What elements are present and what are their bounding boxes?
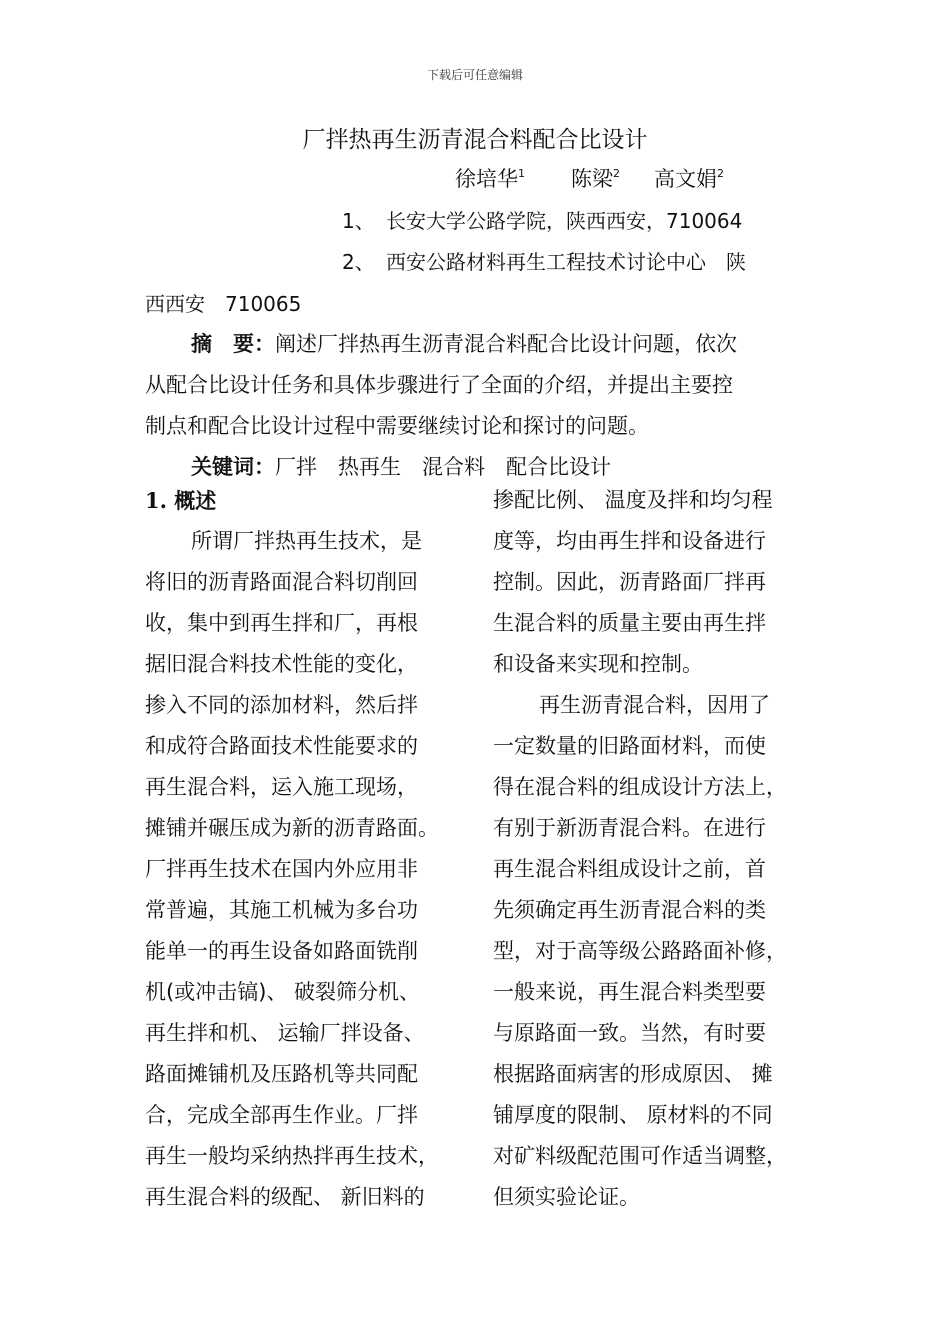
- paragraph-line: 生混合料的质量主要由再生拌: [493, 611, 766, 635]
- affiliation-text: 西安公路材料再生工程技术讨论中心 陕: [386, 250, 746, 274]
- paragraph-line: 所谓厂拌热再生技术，是: [191, 529, 422, 553]
- abstract-line-3: 制点和配合比设计过程中需要继续讨论和探讨的问题。: [145, 414, 649, 438]
- paragraph-line: 再生拌和机、 运输厂拌设备、: [145, 1021, 425, 1045]
- document-title: 厂拌热再生沥青混合料配合比设计: [302, 127, 648, 153]
- paragraph-line: 铺厚度的限制、 原材料的不同: [493, 1103, 773, 1127]
- left-column: [145, 480, 475, 1218]
- section-heading: 1. 概述: [145, 488, 217, 513]
- paragraph-line: 再生混合料组成设计之前，首: [493, 857, 766, 881]
- paragraph-line: 度等，均由再生拌和设备进行: [493, 529, 766, 553]
- keywords: [191, 451, 611, 481]
- abstract-label: 摘 要：: [191, 332, 275, 356]
- author-affiliation-mark: 2: [613, 167, 620, 180]
- paragraph-line: 有别于新沥青混合料。在进行: [493, 816, 766, 840]
- keywords-label: 关键词：: [191, 455, 275, 479]
- affiliation-number: 1、: [342, 209, 375, 233]
- paragraph-line: 再生一般均采纳热拌再生技术，: [145, 1144, 439, 1168]
- paragraph-line: 一定数量的旧路面材料，而使: [493, 734, 766, 758]
- paragraph-line: 掺入不同的添加材料，然后拌: [145, 693, 418, 717]
- paragraph-line: 能单一的再生设备如路面铣削: [145, 939, 418, 963]
- paragraph-line: 一般来说，再生混合料类型要: [493, 980, 766, 1004]
- affiliation-text: 长安大学公路学院，陕西西安，710064: [386, 209, 743, 233]
- author-name: 徐培华: [455, 167, 518, 191]
- right-column: [493, 480, 818, 1218]
- author-affiliation-mark: 1: [518, 167, 525, 180]
- paragraph-line: 厂拌再生技术在国内外应用非: [145, 857, 418, 881]
- paragraph-line: 常普遍，其施工机械为多台功: [145, 898, 418, 922]
- paragraph-line: 但须实验论证。: [493, 1185, 640, 1209]
- paragraph-line: 和成符合路面技术性能要求的: [145, 734, 418, 758]
- paragraph-line: 再生混合料，运入施工现场，: [145, 775, 418, 799]
- paragraph-line: 摊铺并碾压成为新的沥青路面。: [145, 816, 439, 840]
- abstract-line-1: [191, 328, 737, 358]
- keywords-text: 厂拌 热再生 混合料 配合比设计: [275, 455, 611, 479]
- paragraph-line: 根据路面病害的形成原因、 摊: [493, 1062, 773, 1086]
- paragraph-line: 再生沥青混合料，因用了: [539, 693, 770, 717]
- paragraph-line: 将旧的沥青路面混合料切削回: [145, 570, 418, 594]
- watermark-text: 下载后可任意编辑: [426, 68, 523, 82]
- affiliation-1: [342, 205, 742, 234]
- paragraph-line: 对矿料级配范围可作适当调整，: [493, 1144, 787, 1168]
- author-name: 陈梁: [571, 167, 613, 191]
- paragraph-line: 先须确定再生沥青混合料的类: [493, 898, 766, 922]
- abstract-text: 阐述厂拌热再生沥青混合料配合比设计问题，依次: [275, 332, 737, 356]
- paragraph-line: 合，完成全部再生作业。厂拌: [145, 1103, 418, 1127]
- paragraph-line: 型，对于高等级公路路面补修，: [493, 939, 787, 963]
- affiliation-number: 2、: [342, 250, 375, 274]
- abstract-line-2: 从配合比设计任务和具体步骤进行了全面的介绍，并提出主要控: [145, 373, 733, 397]
- affiliation-2-continued: 西西安 710065: [145, 292, 302, 316]
- paragraph-line: 控制。因此，沥青路面厂拌再: [493, 570, 766, 594]
- author-affiliation-mark: 2: [717, 167, 724, 180]
- paragraph-line: 掺配比例、 温度及拌和均匀程: [493, 488, 773, 512]
- author-name: 高文娟: [654, 167, 717, 191]
- paragraph-line: 路面摊铺机及压路机等共同配: [145, 1062, 418, 1086]
- paragraph-line: 收，集中到再生拌和厂，再根: [145, 611, 418, 635]
- paragraph-line: 再生混合料的级配、 新旧料的: [145, 1185, 425, 1209]
- author-list: [455, 163, 724, 193]
- paragraph-line: 机(或冲击镐)、 破裂筛分机、: [145, 980, 421, 1004]
- affiliation-2: [342, 246, 746, 275]
- paragraph-line: 得在混合料的组成设计方法上，: [493, 775, 787, 799]
- paragraph-line: 和设备来实现和控制。: [493, 652, 703, 676]
- paragraph-line: 与原路面一致。当然，有时要: [493, 1021, 766, 1045]
- paragraph-line: 据旧混合料技术性能的变化，: [145, 652, 418, 676]
